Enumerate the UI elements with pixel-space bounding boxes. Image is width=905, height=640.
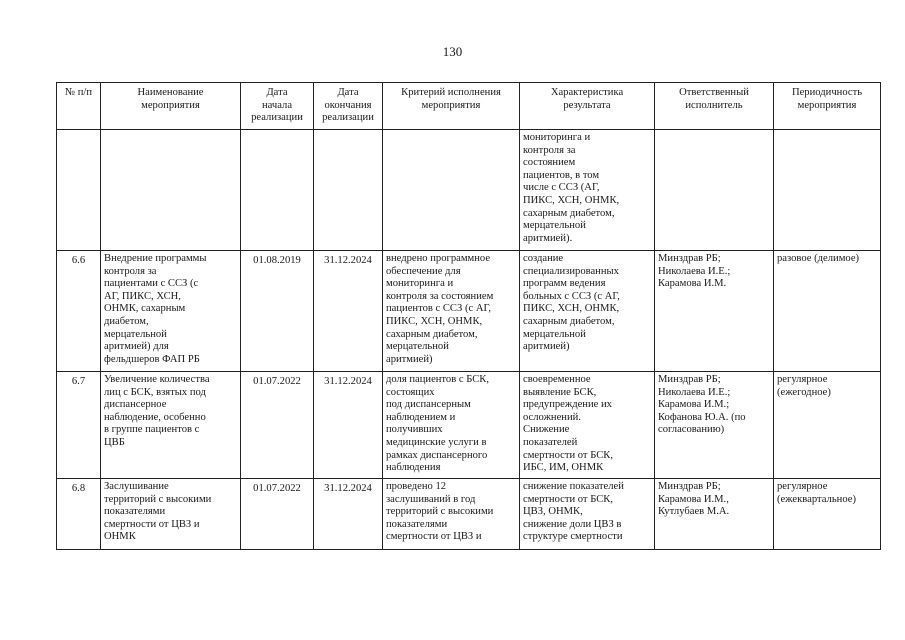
row-name: Заслушивание территорий с высокими показателями смертности от ЦВЗ и ОНМК: [101, 479, 241, 550]
row-criterion: проведено 12 заслушиваний в год территорий с высокими показателями смертности от ЦВЗ и: [383, 479, 520, 550]
row-start-date: 01.07.2022: [241, 479, 314, 550]
row-name: [101, 130, 241, 251]
header-name: Наименование мероприятия: [101, 83, 241, 130]
row-end-date: 31.12.2024: [314, 251, 383, 372]
row-result: создание специализированных программ ведения больных с ССЗ (с АГ, ПИКС, ХСН, ОНМК, сахарным диабетом, мерцательной аритмией): [520, 251, 655, 372]
row-start-date: [241, 130, 314, 251]
header-responsible: Ответственный исполнитель: [655, 83, 774, 130]
row-result: мониторинга и контроля за состоянием пациентов, в том числе с ССЗ (АГ, ПИКС, ХСН, ОНМК, сахарным диабетом, мерцательной аритмией).: [520, 130, 655, 251]
row-end-date: 31.12.2024: [314, 479, 383, 550]
header-number: № п/п: [57, 83, 101, 130]
row-result: снижение показателей смертности от БСК, ЦВЗ, ОНМК, снижение доли ЦВЗ в структуре смертности: [520, 479, 655, 550]
table-header-row: [57, 83, 881, 130]
row-number: [57, 130, 101, 251]
row-end-date: [314, 130, 383, 251]
row-end-date: 31.12.2024: [314, 372, 383, 479]
row-start-date: 01.07.2022: [241, 372, 314, 479]
row-name: Внедрение программы контроля за пациентами с ССЗ (с АГ, ПИКС, ХСН, ОНМК, сахарным диабетом, мерцательной аритмией) для фельдшеров ФАП РБ: [101, 251, 241, 372]
row-number: 6.8: [57, 479, 101, 550]
measures-table: [56, 82, 881, 550]
row-responsible: Минздрав РБ; Карамова И.М., Кутлубаев М.А.: [655, 479, 774, 550]
row-responsible: Минздрав РБ; Николаева И.Е.; Карамова И.М.: [655, 251, 774, 372]
row-responsible: [655, 130, 774, 251]
row-result: своевременное выявление БСК, предупреждение их осложнений. Снижение показателей смертности от БСК, ИБС, ИМ, ОНМК: [520, 372, 655, 479]
row-responsible: Минздрав РБ; Николаева И.Е.; Карамова И.М.; Кофанова Ю.А. (по согласованию): [655, 372, 774, 479]
table-row: [57, 130, 881, 251]
header-start-date: Дата начала реализации: [241, 83, 314, 130]
row-periodicity: регулярное (ежегодное): [774, 372, 881, 479]
table-row: [57, 372, 881, 479]
table-row: [57, 479, 881, 550]
row-periodicity: разовое (делимое): [774, 251, 881, 372]
header-result: Характеристика результата: [520, 83, 655, 130]
header-criterion: Критерий исполнения мероприятия: [383, 83, 520, 130]
header-end-date: Дата окончания реализации: [314, 83, 383, 130]
row-number: 6.7: [57, 372, 101, 479]
row-periodicity: [774, 130, 881, 251]
table-row: [57, 251, 881, 372]
row-criterion: внедрено программное обеспечение для мониторинга и контроля за состоянием пациентов с ССЗ (с АГ, ПИКС, ХСН, ОНМК, сахарным диабетом, мерцательной аритмией): [383, 251, 520, 372]
row-criterion: [383, 130, 520, 251]
row-name: Увеличение количества лиц с БСК, взятых под диспансерное наблюдение, особенно в группе пациентов с ЦВБ: [101, 372, 241, 479]
page-number: 130: [442, 44, 463, 59]
row-criterion: доля пациентов с БСК, состоящих под диспансерным наблюдением и получивших медицинские услуги в рамках диспансерного наблюдения: [383, 372, 520, 479]
header-periodicity: Периодичность мероприятия: [774, 83, 881, 130]
row-periodicity: регулярное (ежеквартальное): [774, 479, 881, 550]
row-start-date: 01.08.2019: [241, 251, 314, 372]
row-number: 6.6: [57, 251, 101, 372]
